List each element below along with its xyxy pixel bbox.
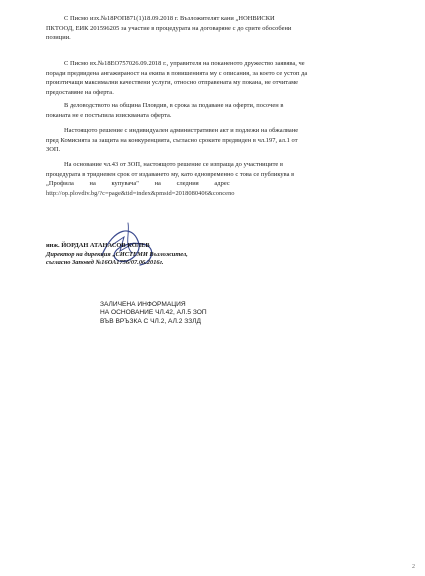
signatory-title: Директор на дирекция „СИСТЕМИ Възложител,	[46, 250, 188, 258]
text-line: поканата не е постъпила изискваната оферта.	[46, 111, 172, 119]
text-line: С Писмо вх.№18ЕО757026.09.2018 г., управителя на поканеното дружество заявява, че	[64, 60, 305, 67]
text-line: „Профила на купувача" на следния адрес	[46, 180, 230, 187]
profile-url: http://op.plovdiv.bg/?c=page&tid=index&pmsid=2018080406&conceno	[46, 189, 235, 197]
paragraph-response	[46, 59, 402, 97]
text-line: предоставяне на оферта.	[46, 88, 114, 96]
signatory-order: съгласно Заповед №16ОА1756/07.06.2016г.	[46, 259, 164, 267]
text-line: процедурата в тридневен срок от издаването му, като едновременно с това се публикува в	[46, 170, 295, 178]
text-line: ПКТООД, ЕИК 201596205 за участие в процедурата на договаряне с до срите обособени	[46, 24, 292, 32]
paragraph-publication	[46, 160, 402, 198]
paragraph-appeal	[46, 126, 402, 155]
text-line: пред Комисията за защита на конкуренцията, съгласно сроките предвиден в чл.197, ал.1 от	[46, 136, 298, 144]
signatory-name: инж. ЙОРДАН АТАНАСОВ КОЛЕВ	[46, 242, 150, 249]
page-number: 2	[412, 564, 415, 570]
redaction-notice	[100, 301, 207, 326]
paragraph-invitation	[46, 14, 402, 43]
redaction-line: ВЪВ ВРЪЗКА С ЧЛ.2, АЛ.2 ЗЗЛД	[100, 317, 201, 325]
redaction-line: ЗАЛИЧЕНА ИНФОРМАЦИЯ	[100, 301, 186, 308]
text-line: позиции.	[46, 34, 71, 41]
text-line: поради предвидена ангажираност на екипа в повишенията му с описания, за което се устоп да	[46, 69, 308, 77]
text-line: С Писмо изх.№18РОП871(1)18.09.2018 г. Възложителят кани „НОНВИСКИ	[64, 15, 275, 22]
paragraph-no-offers	[46, 101, 402, 120]
text-line: На основание чл.43 от ЗОП, настоящото решение се изпраща до участниците в	[64, 161, 284, 168]
text-line: произтичащи максимални качествени услуги, относно отправената му покана, не отчитаме	[46, 79, 299, 86]
redaction-line: НА ОСНОВАНИЕ ЧЛ.42, АЛ.5 ЗОП	[100, 309, 207, 317]
signature-block	[46, 242, 188, 268]
text-line: Настоящото решение с индивидуален административен акт и подлежи на обжалване	[64, 127, 299, 134]
text-line: ЗОП.	[46, 146, 61, 153]
text-line: В деловодството на община Пловдив, в срока за подаване на оферти, посочен в	[64, 102, 284, 109]
